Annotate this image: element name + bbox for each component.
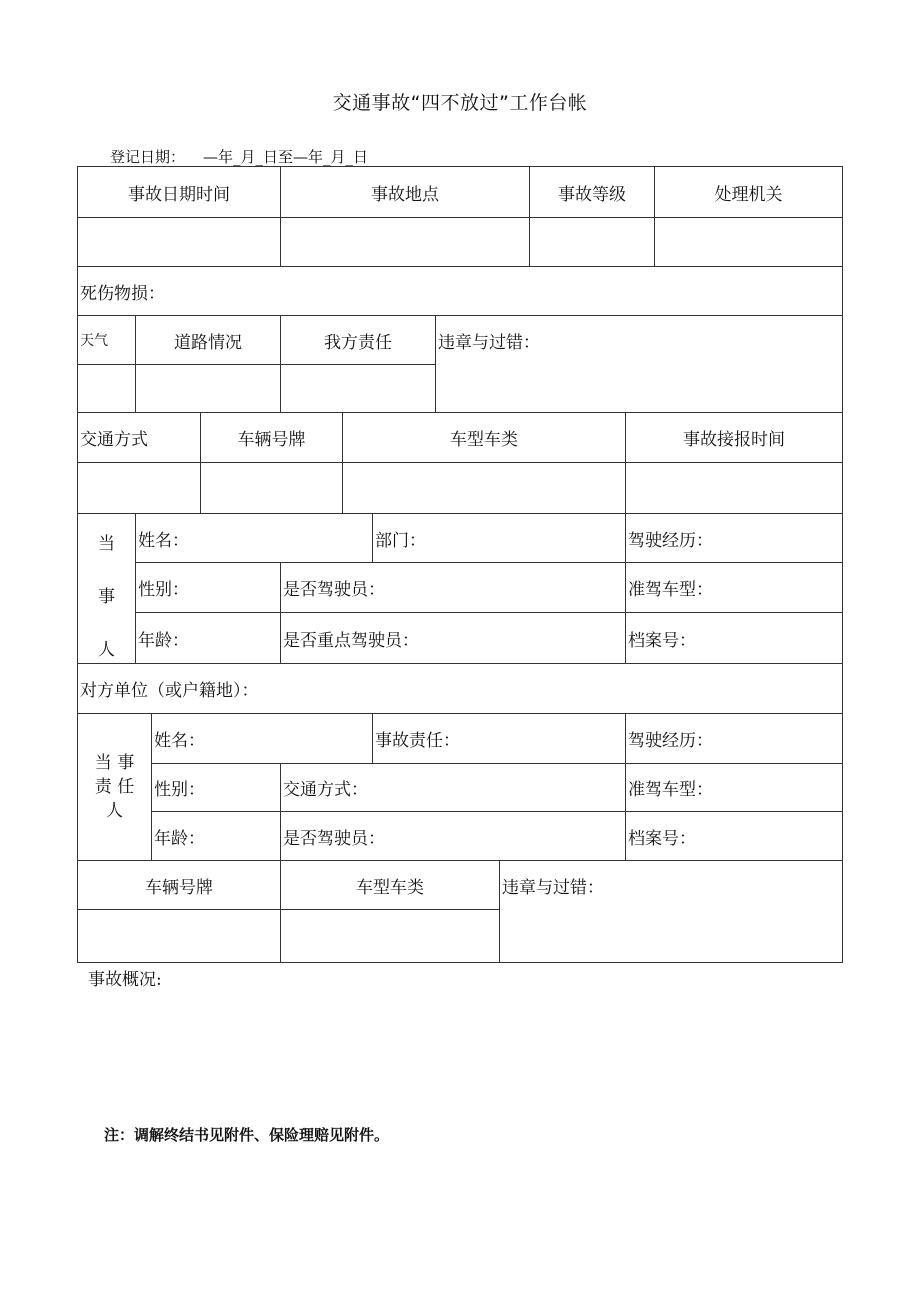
plate-input[interactable] [200,462,343,514]
header-location: 事故地点 [280,166,530,218]
responsible-section-label [77,713,152,861]
authority-input[interactable] [654,217,843,267]
transport-input[interactable] [77,462,201,514]
header-our-responsibility: 我方责任 [280,315,436,365]
responsible-experience-field[interactable]: 驾驶经历： [625,713,843,764]
header-authority: 处理机关 [654,166,843,218]
responsible-responsibility-field[interactable]: 事故责任： [372,713,626,764]
responsible-label-line: 当 事 [94,753,135,773]
responsible-is-driver-field[interactable]: 是否驾驶员： [280,811,626,861]
location-input[interactable] [280,217,530,267]
register-date-label: 登记日期： [110,148,186,166]
header-vehicle-type: 车型车类 [342,412,626,463]
footnote: 注：调解终结书见附件、保险理赔见附件。 [104,1126,390,1144]
header-last-plate: 车辆号牌 [77,860,281,910]
header-road: 道路情况 [135,315,281,365]
report-time-input[interactable] [625,462,843,514]
responsible-gender-field[interactable]: 性别： [151,763,281,812]
responsible-label-line: 责 任 [94,777,135,797]
responsible-license-type-field[interactable]: 准驾车型： [625,763,843,812]
responsible-label-line: 人 [106,801,123,821]
responsible-transport-field[interactable]: 交通方式： [280,763,626,812]
last-vehicle-type-input[interactable] [280,909,500,963]
party-section-label [77,513,136,664]
header-level: 事故等级 [529,166,655,218]
header-date-time: 事故日期时间 [77,166,281,218]
party-gender-field[interactable]: 性别： [135,562,281,613]
responsible-age-field[interactable]: 年龄： [151,811,281,861]
overview-label: 事故概况: [88,970,162,990]
party-label-char: 人 [98,640,115,660]
party-label-char: 事 [98,587,115,607]
casualty-field[interactable]: 死伤物损： [77,266,843,316]
header-weather: 天气 [77,315,136,365]
responsible-name-field[interactable]: 姓名： [151,713,373,764]
responsible-file-no-field[interactable]: 档案号： [625,811,843,861]
party-key-driver-field[interactable]: 是否重点驾驶员： [280,612,626,664]
party-label-char: 当 [98,534,115,554]
date-time-input[interactable] [77,217,281,267]
header-report-time: 事故接报时间 [625,412,843,463]
level-input[interactable] [529,217,655,267]
party-experience-field[interactable]: 驾驶经历： [625,513,843,563]
header-plate: 车辆号牌 [200,412,343,463]
party-license-type-field[interactable]: 准驾车型： [625,562,843,613]
party-dept-field[interactable]: 部门： [372,513,626,563]
header-last-vehicle-type: 车型车类 [280,860,500,910]
road-input[interactable] [135,364,281,413]
party-name-field[interactable]: 姓名： [135,513,373,563]
page-title: 交通事故“四不放过”工作台帐 [332,92,588,114]
other-unit-field[interactable]: 对方单位（或户籍地）： [77,663,843,714]
weather-input[interactable] [77,364,136,413]
our-responsibility-input[interactable] [280,364,436,413]
party-is-driver-field[interactable]: 是否驾驶员： [280,562,626,613]
vehicle-type-input[interactable] [342,462,626,514]
register-date-value: —年_月_日至—年_月_日 [203,148,369,166]
last-violation-field[interactable]: 违章与过错： [499,860,843,963]
register-date-line [110,146,368,167]
last-plate-input[interactable] [77,909,281,963]
party-file-no-field[interactable]: 档案号： [625,612,843,664]
party-age-field[interactable]: 年龄： [135,612,281,664]
header-transport: 交通方式 [77,412,201,463]
violation-field[interactable]: 违章与过错： [435,315,843,413]
